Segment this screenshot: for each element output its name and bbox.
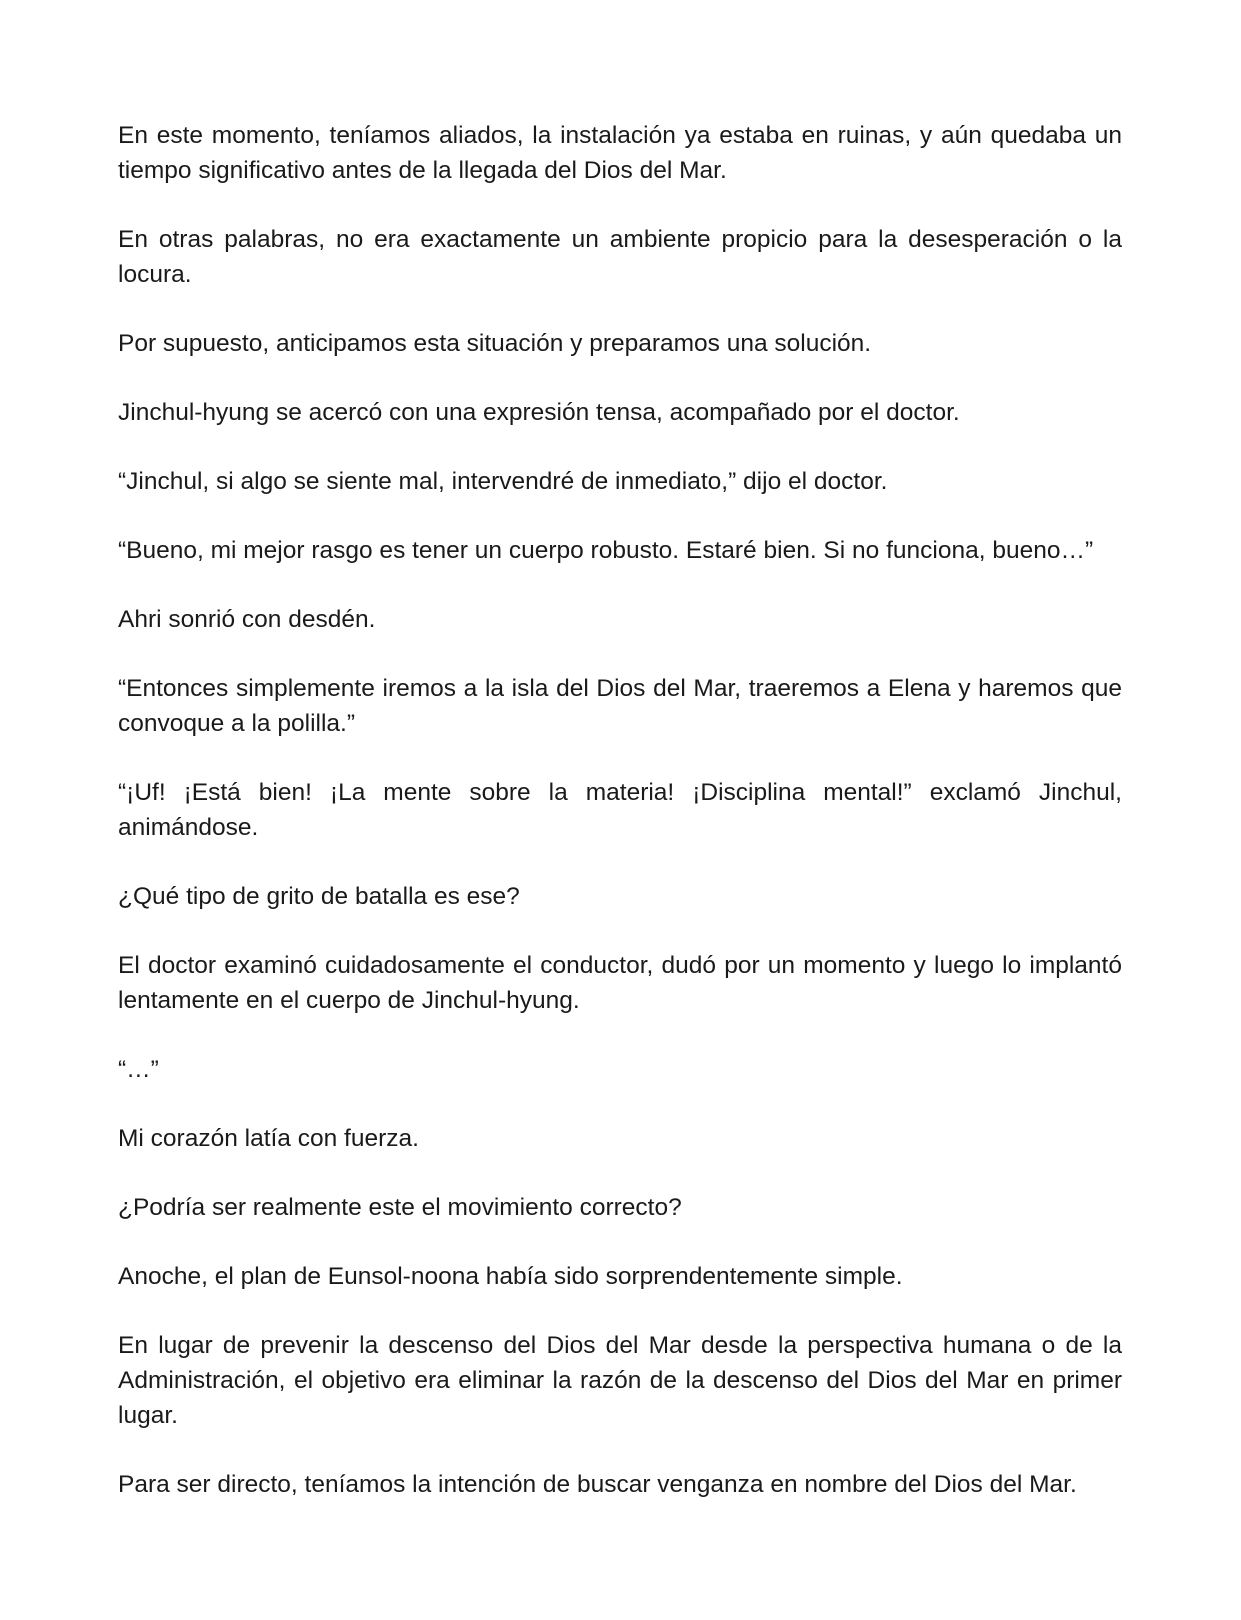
paragraph: El doctor examinó cuidadosamente el conductor, dudó por un momento y luego lo implantó lentamente en el cuerpo de Jinchul-hyung. [118, 952, 1122, 1014]
paragraph: “¡Uf! ¡Está bien! ¡La mente sobre la materia! ¡Disciplina mental!” exclamó Jinchul, animándose. [118, 779, 1122, 841]
paragraph: Ahri sonrió con desdén. [118, 606, 376, 633]
paragraph: ¿Qué tipo de grito de batalla es ese? [118, 883, 520, 910]
paragraph: Anoche, el plan de Eunsol-noona había sido sorprendentemente simple. [118, 1263, 903, 1290]
paragraph: “Jinchul, si algo se siente mal, intervendré de inmediato,” dijo el doctor. [118, 468, 888, 495]
paragraph: Jinchul-hyung se acercó con una expresión tensa, acompañado por el doctor. [118, 399, 960, 426]
paragraph: En este momento, teníamos aliados, la instalación ya estaba en ruinas, y aún quedaba un tiempo significativo antes de la llegada del Dios del Mar. [118, 122, 1122, 184]
paragraph: Para ser directo, teníamos la intención de buscar venganza en nombre del Dios del Mar. [118, 1471, 1077, 1498]
paragraph: “Bueno, mi mejor rasgo es tener un cuerpo robusto. Estaré bien. Si no funciona, bueno…” [118, 537, 1094, 564]
paragraph: Mi corazón latía con fuerza. [118, 1125, 419, 1152]
paragraph: En otras palabras, no era exactamente un ambiente propicio para la desesperación o la locura. [118, 226, 1122, 288]
document-body [118, 118, 1122, 1536]
paragraph: Por supuesto, anticipamos esta situación y preparamos una solución. [118, 330, 872, 357]
paragraph: “…” [118, 1056, 159, 1083]
paragraph: En lugar de prevenir la descenso del Dios del Mar desde la perspectiva humana o de la Administración, el objetivo era eliminar la razón de la descenso del Dios del Mar en primer lugar. [118, 1332, 1122, 1429]
paragraph: ¿Podría ser realmente este el movimiento correcto? [118, 1194, 682, 1221]
paragraph: “Entonces simplemente iremos a la isla del Dios del Mar, traeremos a Elena y haremos que convoque a la polilla.” [118, 675, 1122, 737]
